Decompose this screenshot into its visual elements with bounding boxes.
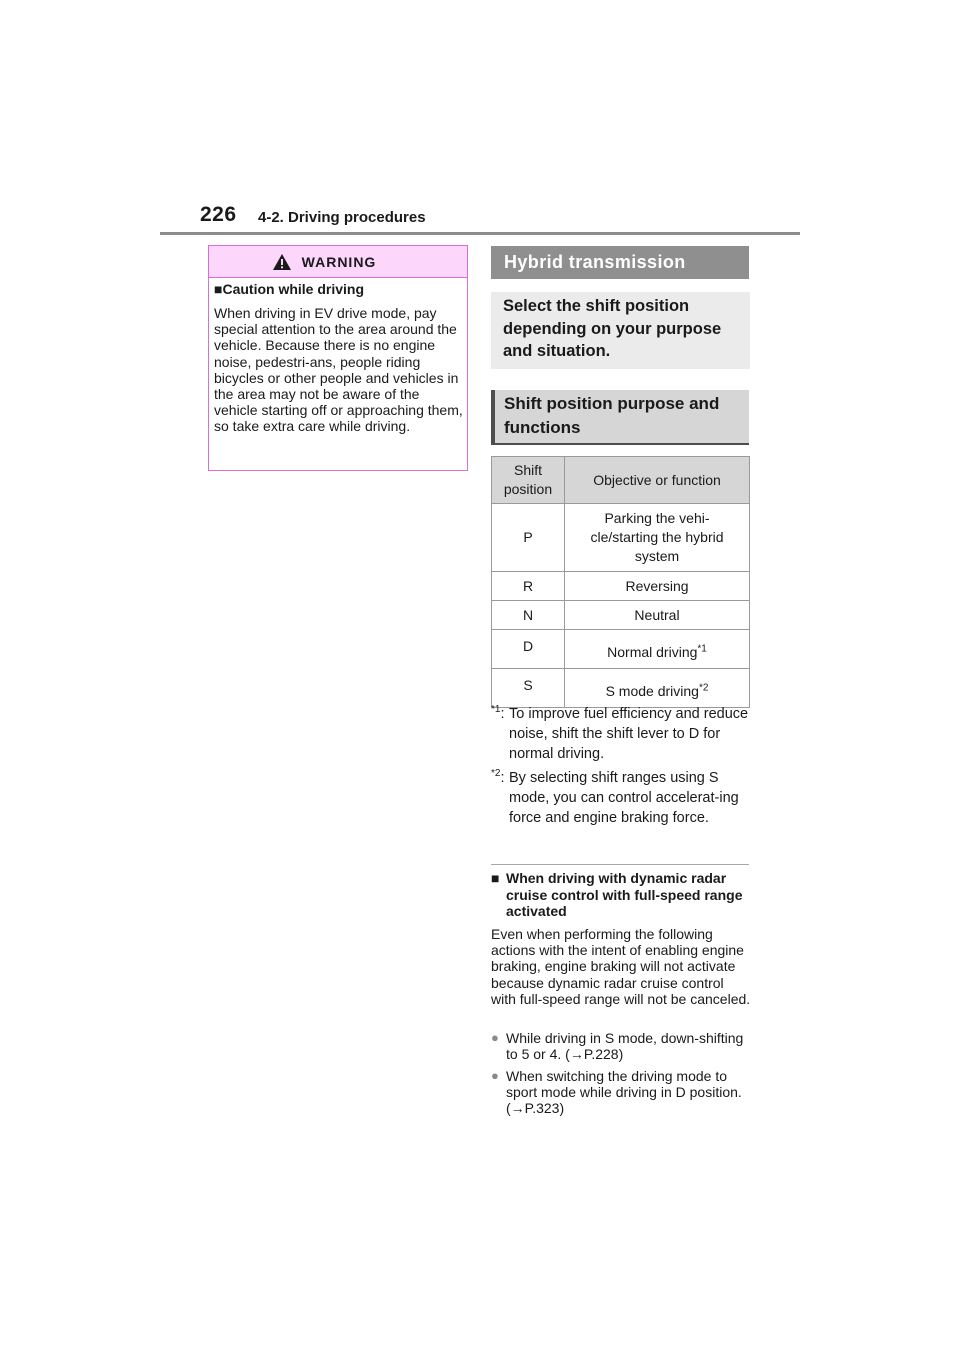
shift-position-heading: Shift position purpose and functions — [491, 390, 749, 445]
warning-header — [209, 246, 467, 278]
header-rule — [160, 232, 800, 235]
warning-subtitle-text: Caution while driving — [222, 281, 365, 297]
footnote-ref: *1 — [697, 643, 707, 655]
list-item: ● While driving in S mode, down-shifting to 5 or 4. (→P.228) — [491, 1030, 744, 1063]
table-row — [492, 601, 750, 630]
table-cell-position: N — [492, 601, 565, 630]
table-cell-function: Neutral — [565, 601, 750, 630]
divider — [491, 864, 749, 865]
footnote-text: To improve fuel efficiency and reduce noise, shift the shift lever to D for normal driving. — [509, 706, 749, 762]
warning-subtitle — [214, 281, 364, 297]
shift-position-table — [491, 456, 750, 708]
table-row — [492, 669, 750, 708]
table-header-shift-position: Shift position — [492, 457, 565, 504]
warning-title: WARNING — [301, 253, 377, 270]
table-row — [492, 630, 750, 669]
footnote-2: $^{*2}$: By selecting shift ranges using S mode, you can control accelerat-ing force and engine braking force. — [491, 768, 753, 828]
footnote-1: $^{*1}$: To improve fuel efficiency and reduce noise, shift the shift lever to D for normal driving. — [491, 704, 753, 764]
dynamic-radar-paragraph: Even when performing the following actions with the intent of enabling engine braking, engine braking will not activate because dynamic radar cruise control with full-speed range will not be canceled. — [491, 926, 751, 1007]
list-item: ● When switching the driving mode to sport mode while driving in D position. (→P.323) — [491, 1068, 742, 1117]
footnote-text: By selecting shift ranges using S mode, you can control accelerat-ing force and engine braking force. — [509, 770, 739, 826]
table-cell-function: S mode driving$^{*2}$ — [565, 669, 750, 708]
square-bullet-icon: ■ — [491, 870, 500, 886]
table-cell-function: Normal driving$^{*1}$ — [565, 630, 750, 669]
page-reference-link[interactable]: P.323 — [524, 1100, 560, 1117]
table-cell-function: Parking the vehi- cle/starting the hybrid system — [565, 504, 750, 572]
table-cell-position: D — [492, 630, 565, 669]
hybrid-transmission-heading: Hybrid transmission — [491, 246, 749, 279]
intro-box: Select the shift position depending on your purpose and situation. — [491, 292, 750, 369]
bullet-dot-icon: ● — [491, 1068, 499, 1083]
table-cell-position: S — [492, 669, 565, 708]
table-header-row — [492, 457, 750, 504]
table-cell-function: Reversing — [565, 572, 750, 601]
arrow-icon: → — [510, 1100, 525, 1117]
table-header-objective: Objective or function — [565, 457, 750, 504]
table-cell-position: P — [492, 504, 565, 572]
arrow-icon: → — [569, 1046, 584, 1063]
page-reference-link[interactable]: P.228 — [583, 1046, 619, 1063]
square-bullet-icon: ■ — [214, 281, 223, 297]
table-row — [492, 504, 750, 572]
warning-triangle-icon — [272, 253, 292, 271]
warning-text: When driving in EV drive mode, pay special attention to the area around the vehicle. Because there is no engine noise, pedestri-ans, people riding bicycles or other people and vehicles in the area may not be aware of the vehicle starting off or approaching them, so take extra care while driving. — [214, 305, 463, 435]
dynamic-radar-heading: ■ When driving with dynamic radar cruise control with full-speed range activated — [491, 870, 743, 919]
footnote-ref: *2 — [698, 682, 709, 694]
page-number: 226 — [200, 203, 237, 226]
table-cell-position: R — [492, 572, 565, 601]
warning-box — [208, 245, 468, 471]
bullet-dot-icon: ● — [491, 1030, 499, 1045]
table-row — [492, 572, 750, 601]
section-title: 4-2. Driving procedures — [258, 209, 426, 226]
